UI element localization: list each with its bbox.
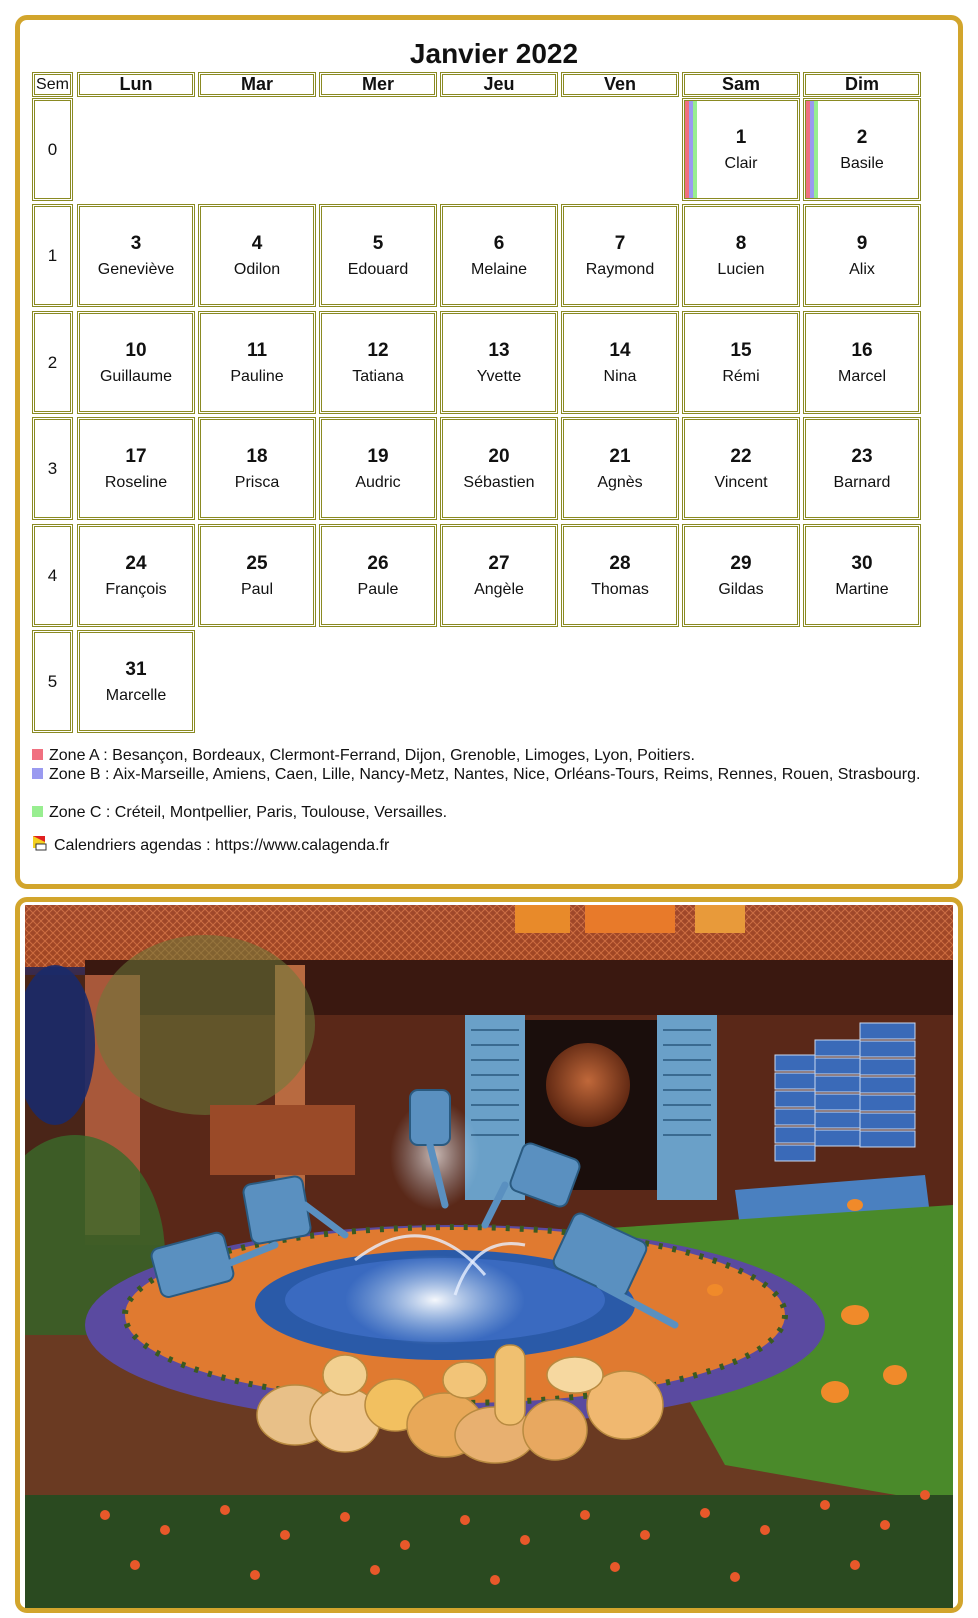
day-cell[interactable]: [77, 417, 195, 520]
day-cell[interactable]: [77, 524, 195, 627]
day-number: 19: [367, 446, 389, 467]
day-number: 9: [856, 233, 868, 254]
week-number: 5: [32, 630, 73, 733]
day-cell[interactable]: [440, 417, 558, 520]
zone-c-text: Zone C : Créteil, Montpellier, Paris, Toulouse, Versailles.: [49, 804, 448, 821]
day-number: 26: [367, 553, 389, 574]
day-cell[interactable]: [319, 524, 437, 627]
saint-name: Paul: [240, 581, 274, 598]
day-cell[interactable]: [682, 204, 800, 307]
day-cell[interactable]: [198, 204, 316, 307]
week-number: 4: [32, 524, 73, 627]
day-cell[interactable]: [561, 417, 679, 520]
saint-name: Basile: [840, 155, 884, 172]
day-number: 13: [488, 340, 510, 361]
day-number: 24: [125, 553, 147, 574]
week-number: 0: [32, 98, 73, 201]
zone-c-swatch: [32, 806, 43, 817]
header-sem: Sem: [32, 72, 73, 97]
saint-name: Prisca: [234, 474, 280, 491]
saint-name: Vincent: [714, 474, 768, 491]
saint-name: Roseline: [104, 474, 168, 491]
saint-name: Lucien: [717, 261, 765, 278]
calendar-logo-icon: [32, 835, 48, 857]
saint-name: Barnard: [833, 474, 891, 491]
garden-fountain-photo: [25, 905, 953, 1609]
day-cell[interactable]: [682, 311, 800, 414]
header-jeu: Jeu: [440, 72, 558, 97]
day-cell[interactable]: [561, 524, 679, 627]
day-cell[interactable]: [198, 417, 316, 520]
day-number: 25: [246, 553, 268, 574]
saint-name: Thomas: [591, 581, 649, 598]
zone-c-legend: [32, 803, 952, 823]
zone-b-text: Zone B : Aix-Marseille, Amiens, Caen, Lille, Nancy-Metz, Nantes, Nice, Orléans-Tours, Reims, Rennes, Rouen, Strasbourg.: [49, 766, 921, 783]
day-cell[interactable]: [561, 204, 679, 307]
header-dim: Dim: [803, 72, 921, 97]
day-number: 5: [372, 233, 384, 254]
day-cell[interactable]: [803, 204, 921, 307]
day-number: 16: [851, 340, 873, 361]
day-number: 10: [125, 340, 147, 361]
saint-name: Rémi: [722, 368, 760, 385]
day-number: 30: [851, 553, 873, 574]
saint-name: Raymond: [585, 261, 655, 278]
day-number: 2: [856, 127, 868, 148]
day-number: 23: [851, 446, 873, 467]
day-number: 21: [609, 446, 631, 467]
holiday-stripe: [693, 101, 697, 198]
week-number: 3: [32, 417, 73, 520]
day-cell[interactable]: [682, 417, 800, 520]
day-number: 31: [125, 659, 147, 680]
saint-name: Angèle: [474, 581, 524, 598]
day-cell[interactable]: [561, 311, 679, 414]
saint-name: Martine: [835, 581, 889, 598]
day-cell[interactable]: [440, 524, 558, 627]
zone-b-swatch: [32, 768, 43, 779]
header-mar: Mar: [198, 72, 316, 97]
zone-b-legend: [32, 765, 952, 785]
day-number: 22: [730, 446, 752, 467]
saint-name: Clair: [724, 155, 758, 172]
day-cell[interactable]: [77, 630, 195, 733]
day-cell[interactable]: [319, 417, 437, 520]
calendar-panel: [15, 15, 963, 889]
footer-credit[interactable]: [32, 835, 952, 857]
saint-name: Marcel: [837, 368, 886, 385]
day-cell[interactable]: [682, 98, 800, 201]
saint-name: Tatiana: [352, 368, 404, 385]
day-number: 3: [130, 233, 142, 254]
day-cell[interactable]: [77, 204, 195, 307]
day-cell[interactable]: [198, 311, 316, 414]
day-number: 7: [614, 233, 626, 254]
day-number: 28: [609, 553, 631, 574]
day-number: 14: [609, 340, 631, 361]
day-number: 18: [246, 446, 268, 467]
day-cell[interactable]: [803, 417, 921, 520]
week-number: 1: [32, 204, 73, 307]
day-number: 20: [488, 446, 510, 467]
day-cell[interactable]: [440, 311, 558, 414]
day-number: 27: [488, 553, 510, 574]
saint-name: Guillaume: [99, 368, 173, 385]
day-cell[interactable]: [198, 524, 316, 627]
header-ven: Ven: [561, 72, 679, 97]
day-cell[interactable]: [319, 311, 437, 414]
calendar-title: Janvier 2022: [409, 38, 579, 69]
day-cell[interactable]: [682, 524, 800, 627]
saint-name: Audric: [355, 474, 401, 491]
day-cell[interactable]: [803, 524, 921, 627]
saint-name: François: [105, 581, 167, 598]
saint-name: Geneviève: [97, 261, 175, 278]
zone-a-legend: [32, 746, 952, 766]
header-lun: Lun: [77, 72, 195, 97]
day-cell[interactable]: [440, 204, 558, 307]
saint-name: Yvette: [476, 368, 522, 385]
saint-name: Nina: [603, 368, 637, 385]
saint-name: Melaine: [470, 261, 528, 278]
saint-name: Agnès: [597, 474, 643, 491]
saint-name: Odilon: [233, 261, 281, 278]
day-number: 15: [730, 340, 752, 361]
day-number: 11: [246, 340, 268, 361]
saint-name: Alix: [849, 261, 875, 278]
saint-name: Gildas: [718, 581, 764, 598]
header-mer: Mer: [319, 72, 437, 97]
saint-name: Sébastien: [463, 474, 535, 491]
saint-name: Pauline: [230, 368, 284, 385]
saint-name: Edouard: [347, 261, 409, 278]
day-number: 6: [493, 233, 505, 254]
holiday-stripe: [814, 101, 818, 198]
header-sam: Sam: [682, 72, 800, 97]
day-number: 12: [367, 340, 389, 361]
day-number: 29: [730, 553, 752, 574]
day-number: 1: [735, 127, 747, 148]
zone-a-swatch: [32, 749, 43, 760]
photo-panel: [15, 897, 963, 1613]
zone-a-text: Zone A : Besançon, Bordeaux, Clermont-Ferrand, Dijon, Grenoble, Limoges, Lyon, Poitiers.: [49, 747, 695, 764]
week-number: 2: [32, 311, 73, 414]
day-number: 8: [735, 233, 747, 254]
day-cell[interactable]: [803, 311, 921, 414]
day-number: 4: [251, 233, 263, 254]
day-cell[interactable]: [319, 204, 437, 307]
day-cell[interactable]: [77, 311, 195, 414]
day-number: 17: [125, 446, 147, 467]
saint-name: Paule: [357, 581, 399, 598]
credit-link[interactable]: Calendriers agendas : https://www.calagenda.fr: [54, 837, 390, 854]
day-cell[interactable]: [803, 98, 921, 201]
saint-name: Marcelle: [105, 687, 167, 704]
